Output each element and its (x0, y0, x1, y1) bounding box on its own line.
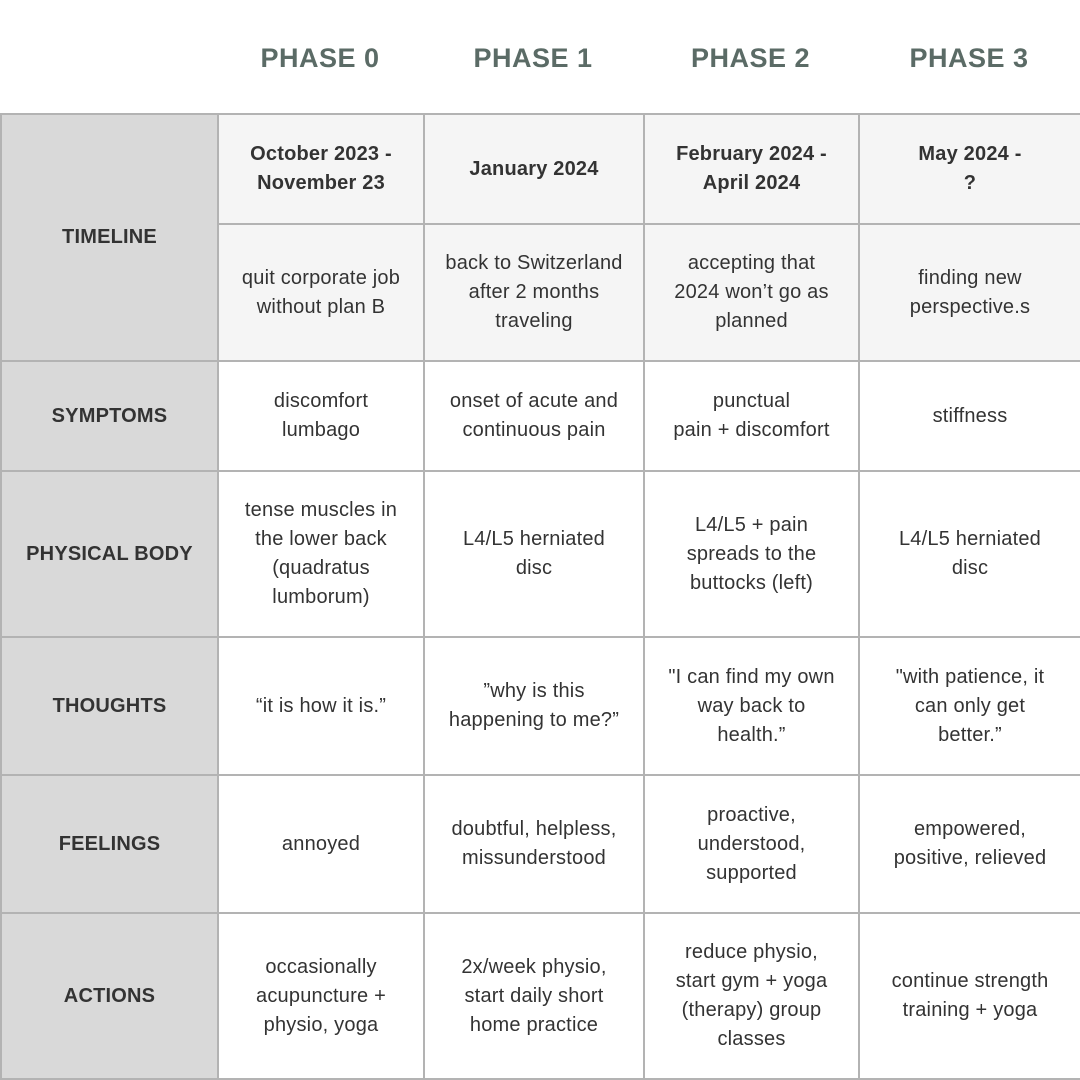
timeline-event-phase-1: back to Switzerland after 2 months traveling (424, 224, 644, 361)
feelings-phase-2: proactive, understood, supported (644, 775, 859, 913)
thoughts-row (1, 637, 1080, 775)
timeline-dates-row (1, 114, 1080, 224)
symptoms-row (1, 361, 1080, 471)
row-label-thoughts: THOUGHTS (1, 637, 218, 775)
phases-table (0, 113, 1080, 1080)
row-label-timeline: TIMELINE (1, 114, 218, 361)
row-label-feelings: FEELINGS (1, 775, 218, 913)
feelings-phase-1: doubtful, helpless, missunderstood (424, 775, 644, 913)
actions-phase-0: occasionally acupuncture + physio, yoga (218, 913, 424, 1079)
timeline-date-phase-3: May 2024 - ? (859, 114, 1080, 224)
physical-body-phase-2: L4/L5 + pain spreads to the buttocks (left) (644, 471, 859, 637)
actions-phase-1: 2x/week physio, start daily short home practice (424, 913, 644, 1079)
row-label-actions: ACTIONS (1, 913, 218, 1079)
timeline-date-phase-2: February 2024 - April 2024 (644, 114, 859, 224)
actions-row (1, 913, 1080, 1079)
physical-body-phase-1: L4/L5 herniated disc (424, 471, 644, 637)
phase-header (0, 0, 1080, 113)
physical-body-row (1, 471, 1080, 637)
phase-3-title: PHASE 3 (909, 42, 1029, 73)
symptoms-phase-0: discomfort lumbago (218, 361, 424, 471)
actions-phase-3: continue strength training + yoga (859, 913, 1080, 1079)
physical-body-phase-3: L4/L5 herniated disc (859, 471, 1080, 637)
row-label-symptoms: SYMPTOMS (1, 361, 218, 471)
thoughts-phase-1: ”why is this happening to me?” (424, 637, 644, 775)
physical-body-phase-0: tense muscles in the lower back (quadratus lumborum) (218, 471, 424, 637)
timeline-date-phase-1: January 2024 (424, 114, 644, 224)
thoughts-phase-2: "I can find my own way back to health.” (644, 637, 859, 775)
symptoms-phase-1: onset of acute and continuous pain (424, 361, 644, 471)
timeline-event-phase-0: quit corporate job without plan B (218, 224, 424, 361)
symptoms-phase-3: stiffness (859, 361, 1080, 471)
feelings-phase-3: empowered, positive, relieved (859, 775, 1080, 913)
timeline-event-phase-2: accepting that 2024 won’t go as planned (644, 224, 859, 361)
phase-1-title: PHASE 1 (473, 42, 593, 73)
feelings-row (1, 775, 1080, 913)
feelings-phase-0: annoyed (218, 775, 424, 913)
thoughts-phase-0: “it is how it is.” (218, 637, 424, 775)
row-label-physical-body: PHYSICAL BODY (1, 471, 218, 637)
timeline-event-phase-3: finding new perspective.s (859, 224, 1080, 361)
phase-0-title: PHASE 0 (260, 42, 380, 73)
phase-2-title: PHASE 2 (690, 42, 811, 73)
thoughts-phase-3: "with patience, it can only get better.” (859, 637, 1080, 775)
timeline-date-phase-0: October 2023 - November 23 (218, 114, 424, 224)
actions-phase-2: reduce physio, start gym + yoga (therapy) group classes (644, 913, 859, 1079)
symptoms-phase-2: punctual pain + discomfort (644, 361, 859, 471)
